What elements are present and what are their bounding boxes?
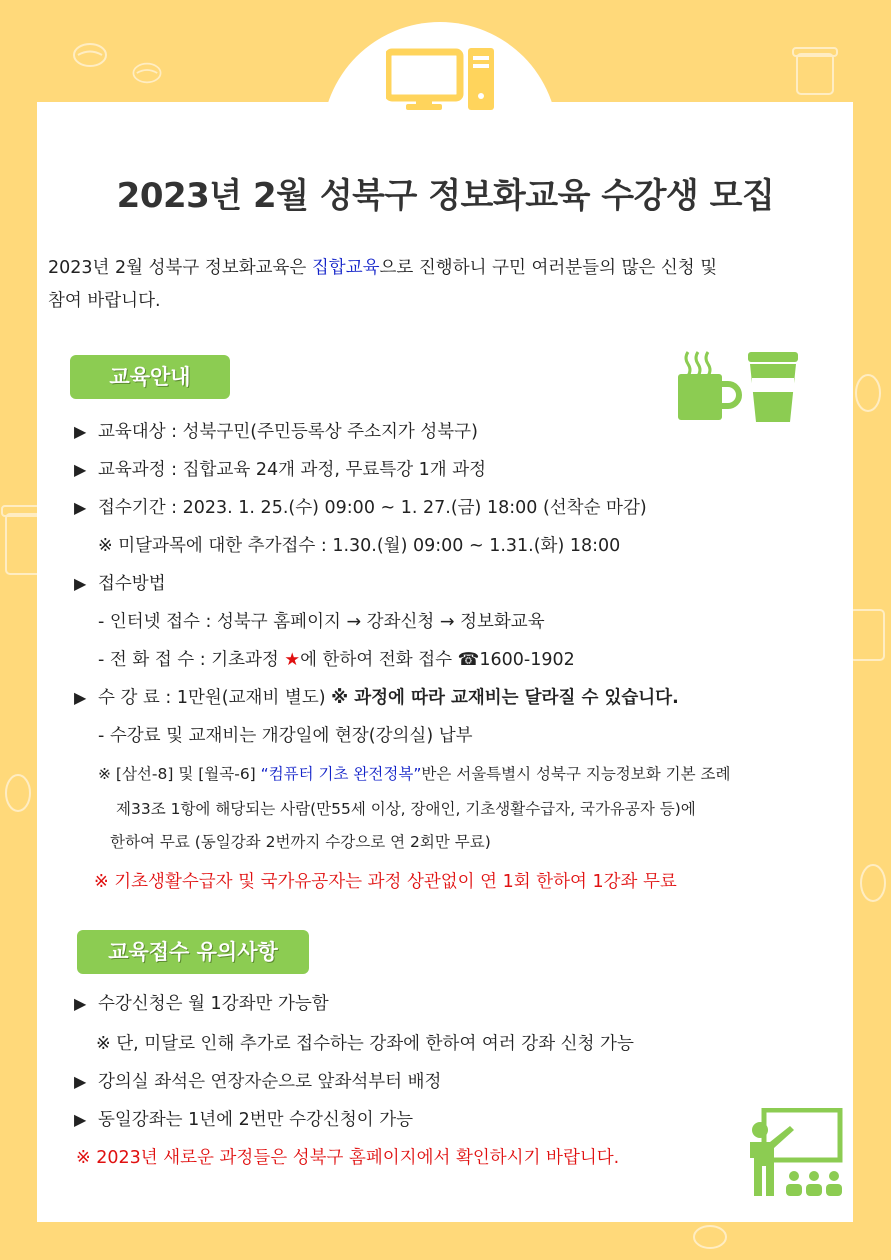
bullet-icon: ▶ bbox=[74, 422, 87, 441]
bullet-icon: ▶ bbox=[74, 498, 87, 517]
bullet-icon: ▶ bbox=[74, 1072, 87, 1091]
coffee-bean-icon bbox=[70, 40, 110, 70]
coffee-bean-icon bbox=[690, 1222, 730, 1252]
note-seat: 강의실 좌석은 연장자순으로 앞좌석부터 배정 bbox=[98, 1072, 442, 1092]
info-target: 교육대상 : 성북구민(주민등록상 주소지가 성북구) bbox=[98, 422, 478, 442]
bullet-icon: ▶ bbox=[74, 994, 87, 1013]
bullet-icon: ▶ bbox=[74, 1110, 87, 1129]
bullet-icon: ▶ bbox=[74, 688, 87, 707]
info-extra-period: ※ 미달과목에 대한 추가접수 : 1.30.(월) 09:00 ~ 1.31.(화) 18:00 bbox=[98, 536, 621, 556]
info-phone-text: - 전 화 접 수 : 기초과정 bbox=[98, 650, 285, 670]
intro-text-3: 참여 바랍니다. bbox=[48, 291, 161, 311]
coffee-mug-icon bbox=[676, 346, 804, 426]
section-label-registration-notes: 교육접수 유의사항 bbox=[77, 930, 309, 974]
bullet-icon: ▶ bbox=[74, 574, 87, 593]
info-free-2: 제33조 1항에 해당되는 사람(만55세 이상, 장애인, 기초생활수급자, 국가유공자 등)에 bbox=[116, 800, 696, 818]
intro-text-2: 으로 진행하니 구민 여러분들의 많은 신청 및 bbox=[379, 258, 718, 278]
info-fee-text: 수 강 료 : 1만원(교재비 별도) bbox=[98, 688, 332, 708]
coffee-cup-icon bbox=[785, 40, 845, 100]
bullet-icon: ▶ bbox=[74, 460, 87, 479]
section-label-education-info: 교육안내 bbox=[70, 355, 230, 399]
coffee-bean-icon bbox=[850, 370, 886, 416]
page-title: 2023년 2월 성북구 정보화교육 수강생 모집 bbox=[116, 176, 775, 216]
info-fee-payment: - 수강료 및 교재비는 개강일에 현장(강의실) 납부 bbox=[98, 726, 473, 746]
info-phone-number: 에 한하여 전화 접수 ☎1600-1902 bbox=[300, 650, 575, 670]
info-free-text: ※ [삼선-8] 및 [월곡-6] bbox=[98, 765, 261, 783]
coffee-bean-icon bbox=[0, 770, 36, 816]
info-fee bbox=[98, 684, 679, 709]
star-icon: ★ bbox=[284, 650, 301, 670]
info-phone bbox=[98, 646, 575, 671]
info-fee-notice: ※ 과정에 따라 교재비는 달라질 수 있습니다. bbox=[331, 688, 679, 708]
info-internet: - 인터넷 접수 : 성북구 홈페이지 → 강좌신청 → 정보화교육 bbox=[98, 612, 545, 632]
note-limit-exception: ※ 단, 미달로 인해 추가로 접수하는 강좌에 한하여 여러 강좌 신청 가능 bbox=[96, 1034, 634, 1054]
computer-icon bbox=[386, 46, 496, 112]
teacher-icon bbox=[742, 1108, 848, 1200]
coffee-bean-icon bbox=[855, 860, 891, 906]
info-red-notice: ※ 기초생활수급자 및 국가유공자는 과정 상관없이 연 1회 한하여 1강좌 무료 bbox=[94, 872, 677, 892]
info-free-1 bbox=[98, 762, 730, 784]
info-free-3: 한하여 무료 (동일강좌 2번까지 수강으로 연 2회만 무료) bbox=[110, 833, 491, 851]
info-free-course: “컴퓨터 기초 완전정복” bbox=[260, 765, 422, 783]
note-repeat: 동일강좌는 1년에 2번만 수강신청이 가능 bbox=[98, 1110, 413, 1130]
info-method: 접수방법 bbox=[98, 574, 166, 594]
intro-paragraph bbox=[48, 252, 838, 318]
intro-text-1: 2023년 2월 성북구 정보화교육은 bbox=[48, 258, 312, 278]
info-course: 교육과정 : 집합교육 24개 과정, 무료특강 1개 과정 bbox=[98, 460, 487, 480]
footer-red-notice: ※ 2023년 새로운 과정들은 성북구 홈페이지에서 확인하시기 바랍니다. bbox=[76, 1148, 620, 1168]
coffee-bean-icon bbox=[130, 60, 164, 86]
info-period: 접수기간 : 2023. 1. 25.(수) 09:00 ~ 1. 27.(금) 18:00 (선착순 마감) bbox=[98, 498, 647, 518]
intro-highlight: 집합교육 bbox=[311, 258, 380, 278]
note-limit: 수강신청은 월 1강좌만 가능함 bbox=[98, 994, 329, 1014]
info-free-text-2: 반은 서울특별시 성북구 지능정보화 기본 조례 bbox=[421, 765, 731, 783]
